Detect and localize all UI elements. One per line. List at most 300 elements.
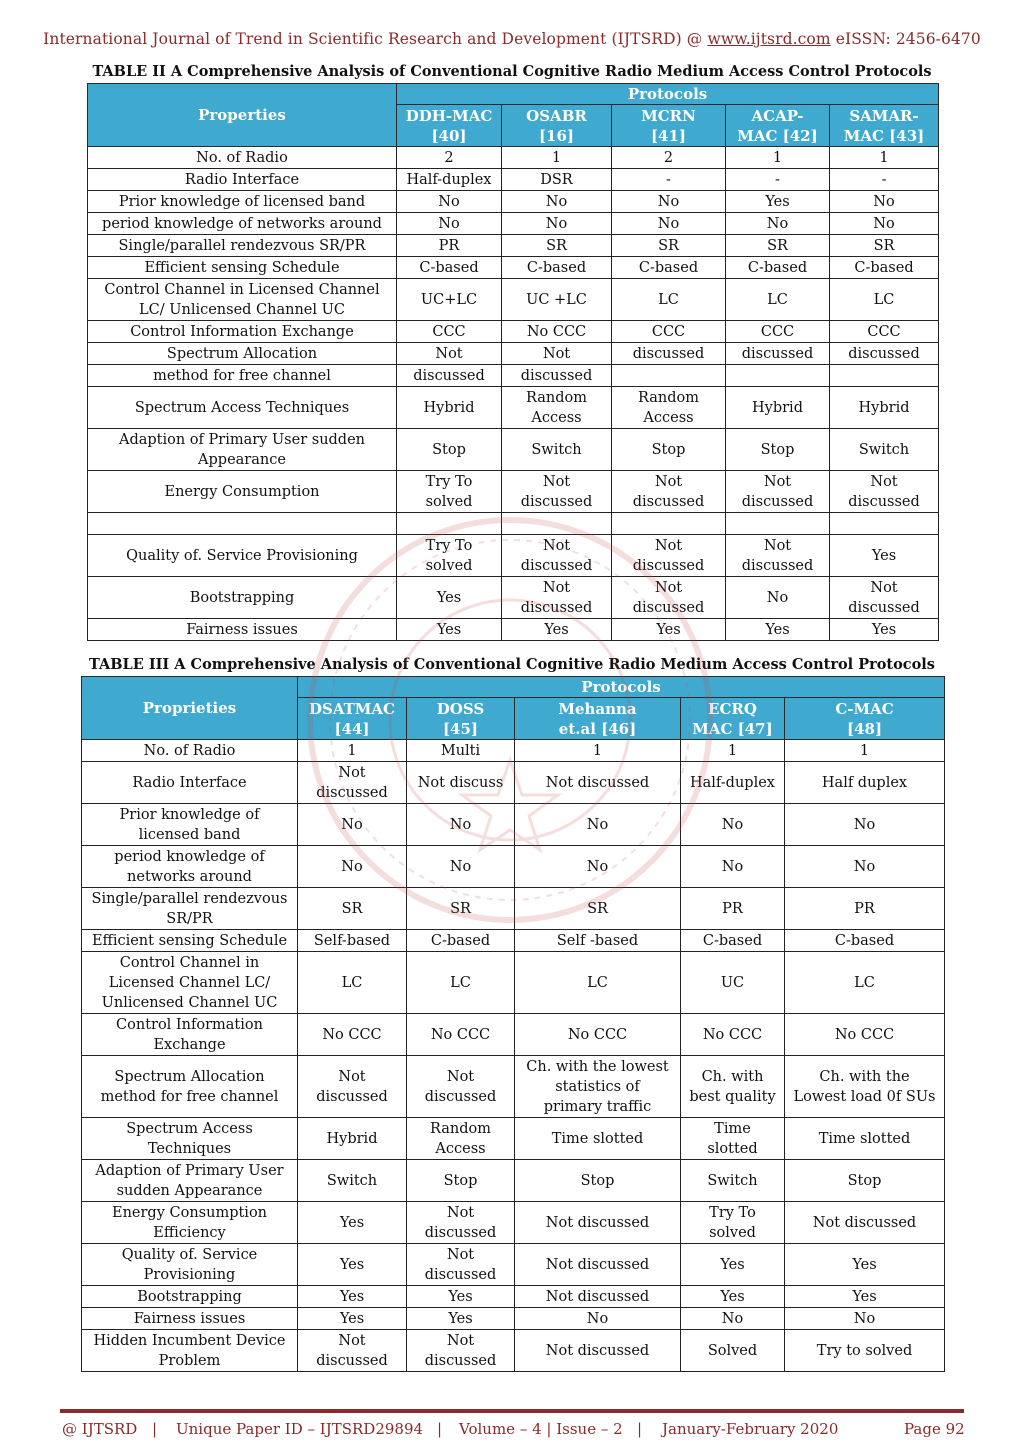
cell-text-line: Random	[526, 389, 587, 406]
cell-text-line: CCC	[432, 323, 466, 340]
cell-text-line: 2	[444, 149, 454, 166]
cell-text-line: No. of Radio	[143, 742, 236, 759]
cell-text-line: MAC [43]	[843, 126, 925, 145]
property-cell	[88, 321, 397, 343]
property-cell	[88, 191, 397, 213]
property-cell	[82, 846, 298, 888]
cell-text-line: discussed	[413, 367, 485, 384]
property-cell	[82, 1160, 298, 1202]
cell-text-line: Hybrid	[752, 399, 803, 416]
cell-text-line: discussed	[848, 599, 920, 616]
cell-text-line: No	[657, 193, 680, 210]
cell-text-line: discussed	[741, 493, 814, 510]
value-cell	[681, 1244, 785, 1286]
cell-text-line: No	[586, 1310, 609, 1327]
page-footer	[60, 1420, 964, 1440]
cell-text-line: Single/parallel rendezvous	[91, 890, 288, 907]
cell-text-line: Not	[338, 1332, 366, 1349]
value-cell	[502, 235, 612, 257]
value-cell	[612, 235, 726, 257]
cell-text-line: No	[545, 193, 568, 210]
cell-text-line: Yes	[448, 1288, 473, 1305]
cell-text-line: SR	[450, 900, 471, 917]
protocol-column-header	[502, 105, 612, 147]
cell-text-line: discussed	[424, 1352, 497, 1369]
cell-text-line: Not	[870, 579, 898, 596]
cell-text-line: Stop	[432, 441, 466, 458]
cell-text-line: method for free channel	[153, 367, 331, 384]
cell-text-line: Not	[446, 1332, 475, 1349]
cell-text-line: No	[853, 858, 876, 875]
cell-text-line: discussed	[741, 557, 814, 574]
table-row	[82, 952, 945, 1014]
property-cell	[82, 1202, 298, 1244]
value-cell	[407, 888, 515, 930]
value-cell	[830, 257, 939, 279]
cell-text-line: primary traffic	[543, 1098, 652, 1115]
value-cell	[681, 762, 785, 804]
protocol-column-header	[830, 105, 939, 147]
property-cell	[88, 387, 397, 429]
value-cell	[502, 365, 612, 387]
property-cell	[88, 279, 397, 321]
value-cell	[726, 387, 830, 429]
cell-text-line: SR	[873, 237, 895, 254]
cell-text-line: 1	[772, 149, 783, 166]
cell-text-line: Ch. with the lowest	[526, 1058, 669, 1075]
cell-text-line: Solved	[707, 1342, 758, 1359]
table-row	[82, 740, 945, 762]
value-cell	[830, 513, 939, 535]
cell-text-line: discussed	[741, 345, 814, 362]
cell-text-line: Efficiency	[153, 1224, 226, 1241]
property-cell	[82, 1014, 298, 1056]
value-cell	[502, 147, 612, 169]
cell-text-line: Quality of. Service Provisioning	[126, 547, 358, 564]
value-cell	[726, 321, 830, 343]
value-cell	[726, 471, 830, 513]
value-cell	[397, 619, 502, 641]
cell-text-line: C-based	[747, 259, 808, 276]
cell-text-line: Not	[654, 579, 683, 596]
cell-text-line: Single/parallel rendezvous SR/PR	[118, 237, 366, 254]
cell-text-line: discussed	[424, 1224, 497, 1241]
value-cell	[785, 1118, 945, 1160]
footer-separator: |	[152, 1420, 158, 1438]
cell-text-line: DSR	[540, 171, 573, 188]
value-cell	[397, 387, 502, 429]
table-row	[88, 365, 939, 387]
value-cell	[502, 321, 612, 343]
cell-text-line: Stop	[760, 441, 795, 458]
value-cell	[612, 619, 726, 641]
cell-text-line: No CCC	[322, 1026, 382, 1043]
value-cell	[515, 1160, 681, 1202]
cell-text-line: Control Information Exchange	[130, 323, 354, 340]
value-cell	[298, 1202, 407, 1244]
cell-text-line: SR	[587, 900, 608, 917]
cell-text-line: C-based	[854, 259, 914, 276]
value-cell	[726, 257, 830, 279]
value-cell	[681, 740, 785, 762]
cell-text-line: Switch	[707, 1172, 758, 1189]
protocol-column-header	[397, 105, 502, 147]
cell-text-line: Not discussed	[545, 1288, 650, 1305]
value-cell	[726, 513, 830, 535]
cell-text-line: SR	[658, 237, 679, 254]
value-cell	[298, 740, 407, 762]
cell-text-line: UC	[720, 974, 745, 991]
footer-paper-id: Unique Paper ID – IJTSRD29894	[176, 1420, 424, 1438]
value-cell	[298, 952, 407, 1014]
cell-text-line: OSABR	[526, 106, 587, 125]
value-cell	[785, 1286, 945, 1308]
table-row	[82, 1308, 945, 1330]
value-cell	[515, 888, 681, 930]
cell-text-line: Not discussed	[812, 1214, 917, 1231]
cell-text-line: Not discussed	[545, 774, 650, 791]
value-cell	[502, 577, 612, 619]
table-row	[88, 387, 939, 429]
cell-text-line: No	[586, 816, 609, 833]
cell-text-line: CCC	[760, 323, 795, 340]
value-cell	[515, 762, 681, 804]
cell-text-line: CCC	[867, 323, 901, 340]
cell-text-line: Ch. with	[701, 1068, 764, 1085]
protocols-header: Protocols	[298, 677, 945, 698]
cell-text-line: best quality	[689, 1088, 776, 1105]
cell-text-line: Not	[542, 473, 571, 490]
cell-text-line: No	[873, 215, 895, 232]
cell-text-line: period knowledge of networks around	[102, 215, 382, 232]
cell-text-line: Self -based	[556, 932, 639, 949]
table-row	[82, 1286, 945, 1308]
cell-text-line: -	[666, 171, 671, 188]
cell-text-line: Not	[870, 473, 898, 490]
value-cell	[785, 930, 945, 952]
value-cell	[830, 429, 939, 471]
properties-header: Properties	[88, 84, 397, 147]
cell-text-line: Not	[542, 345, 571, 362]
value-cell	[612, 513, 726, 535]
property-cell	[88, 365, 397, 387]
cell-text-line: Spectrum Access Techniques	[134, 399, 350, 416]
cell-text-line: Not discussed	[545, 1342, 650, 1359]
table-row	[82, 1118, 945, 1160]
property-cell	[88, 535, 397, 577]
value-cell	[612, 429, 726, 471]
cell-text-line: -	[775, 171, 780, 188]
table3-caption: TABLE III A Comprehensive Analysis of Conventional Cognitive Radio Medium Access Control Protocols	[89, 656, 935, 673]
cell-text-line: LC	[873, 291, 895, 308]
cell-text-line: C-based	[526, 259, 587, 276]
value-cell	[515, 1056, 681, 1118]
cell-text-line: method for free channel	[100, 1088, 279, 1105]
cell-text-line: Yes	[852, 1288, 877, 1305]
value-cell	[785, 1202, 945, 1244]
cell-text-line: No	[766, 215, 789, 232]
value-cell	[407, 1160, 515, 1202]
table-row	[88, 577, 939, 619]
property-cell	[88, 429, 397, 471]
cell-text-line: 1	[347, 742, 357, 759]
cell-text-line: No	[449, 816, 472, 833]
table-row	[82, 846, 945, 888]
cell-text-line: Half-duplex	[406, 171, 492, 188]
cell-text-line: 1	[551, 149, 562, 166]
value-cell	[397, 365, 502, 387]
value-cell	[726, 619, 830, 641]
cell-text-line: Control Information	[116, 1016, 263, 1033]
cell-text-line: Quality of. Service	[121, 1246, 258, 1263]
property-cell	[88, 513, 397, 535]
value-cell	[298, 1330, 407, 1372]
cell-text-line: Random	[638, 389, 699, 406]
table2-caption: TABLE II A Comprehensive Analysis of Conventional Cognitive Radio Medium Access Control Protocols	[92, 63, 932, 80]
value-cell	[515, 1014, 681, 1056]
value-cell	[407, 1244, 515, 1286]
cell-text-line: Try To	[425, 473, 473, 490]
value-cell	[502, 513, 612, 535]
value-cell	[397, 235, 502, 257]
property-cell	[82, 740, 298, 762]
value-cell	[612, 535, 726, 577]
table-row	[88, 235, 939, 257]
value-cell	[726, 169, 830, 191]
cell-text-line: Provisioning	[143, 1266, 236, 1283]
cell-text-line: No	[853, 1310, 876, 1327]
value-cell	[785, 952, 945, 1014]
cell-text-line: solved	[425, 493, 473, 510]
value-cell	[681, 1160, 785, 1202]
value-cell	[612, 343, 726, 365]
cell-text-line: No	[438, 215, 460, 232]
cell-text-line: Radio Interface	[184, 171, 300, 188]
value-cell	[681, 952, 785, 1014]
value-cell	[397, 321, 502, 343]
cell-text-line: Half-duplex	[690, 774, 775, 791]
table-row	[82, 1014, 945, 1056]
property-cell	[82, 1286, 298, 1308]
cell-text-line: Hybrid	[858, 399, 910, 416]
value-cell	[298, 888, 407, 930]
cell-text-line: [41]	[650, 126, 687, 145]
cell-text-line: No CCC	[430, 1026, 491, 1043]
value-cell	[502, 213, 612, 235]
value-cell	[612, 471, 726, 513]
value-cell	[726, 429, 830, 471]
value-cell	[515, 1286, 681, 1308]
value-cell	[407, 1118, 515, 1160]
property-cell	[88, 343, 397, 365]
value-cell	[726, 577, 830, 619]
cell-text-line: No	[341, 816, 363, 833]
value-cell	[298, 846, 407, 888]
value-cell	[681, 804, 785, 846]
cell-text-line: discussed	[632, 493, 705, 510]
value-cell	[830, 535, 939, 577]
cell-text-line: 1	[592, 742, 603, 759]
cell-text-line: Yes	[339, 1288, 365, 1305]
cell-text-line: No CCC	[834, 1026, 895, 1043]
journal-link[interactable]: www.ijtsrd.com	[707, 30, 831, 48]
value-cell	[515, 1330, 681, 1372]
cell-text-line: LC	[341, 974, 363, 991]
cell-text-line: Yes	[871, 547, 897, 564]
table-row	[82, 888, 945, 930]
cell-text-line: Bootstrapping	[137, 1288, 242, 1305]
value-cell	[407, 762, 515, 804]
footer-separator: |	[637, 1420, 643, 1438]
cell-text-line: sudden Appearance	[116, 1182, 263, 1199]
cell-text-line: C-based	[702, 932, 763, 949]
value-cell	[515, 1308, 681, 1330]
value-cell	[298, 1244, 407, 1286]
value-cell	[830, 343, 939, 365]
value-cell	[726, 535, 830, 577]
value-cell	[830, 577, 939, 619]
cell-text-line: Yes	[852, 1256, 877, 1273]
cell-text-line: Try to solved	[816, 1342, 913, 1359]
property-cell	[82, 804, 298, 846]
cell-text-line: Switch	[326, 1172, 378, 1189]
cell-text-line: Not	[654, 537, 683, 554]
value-cell	[612, 321, 726, 343]
cell-text-line: Half duplex	[821, 774, 908, 791]
cell-text-line: SR	[546, 237, 567, 254]
cell-text-line: Stop	[847, 1172, 882, 1189]
cell-text-line: No	[721, 858, 744, 875]
cell-text-line: Hidden Incumbent Device	[93, 1332, 286, 1349]
cell-text-line: period knowledge of	[114, 848, 265, 865]
cell-text-line: [40]	[431, 126, 467, 145]
cell-text-line: Efficient sensing Schedule	[144, 259, 340, 276]
cell-text-line: LC	[587, 974, 608, 991]
cell-text-line: Yes	[720, 1256, 745, 1273]
table-row	[88, 213, 939, 235]
value-cell	[612, 577, 726, 619]
table-row	[88, 169, 939, 191]
cell-text-line: No	[721, 816, 744, 833]
cell-text-line: networks around	[127, 868, 252, 885]
cell-text-line: Not	[542, 537, 571, 554]
cell-text-line: Time slotted	[818, 1130, 911, 1147]
value-cell	[830, 279, 939, 321]
cell-text-line: Mehanna	[558, 699, 637, 718]
cell-text-line: slotted	[707, 1140, 758, 1157]
cell-text-line: ACAP-	[751, 106, 804, 125]
cell-text-line: discussed	[424, 1266, 497, 1283]
value-cell	[612, 213, 726, 235]
cell-text-line: statistics of	[555, 1078, 640, 1095]
value-cell	[298, 1056, 407, 1118]
cell-text-line: No	[449, 858, 472, 875]
value-cell	[407, 1330, 515, 1372]
cell-text-line: Techniques	[147, 1140, 232, 1157]
table-row	[82, 1330, 945, 1372]
value-cell	[407, 1014, 515, 1056]
cell-text-line: LC	[450, 974, 471, 991]
value-cell	[726, 365, 830, 387]
protocols-header: Protocols	[397, 84, 939, 105]
value-cell	[612, 191, 726, 213]
journal-issn: eISSN: 2456-6470	[830, 30, 981, 48]
table-row	[88, 343, 939, 365]
cell-text-line: discussed	[316, 784, 388, 801]
cell-text-line: Time slotted	[551, 1130, 644, 1147]
journal-header	[0, 30, 1024, 48]
cell-text-line: Unlicensed Channel UC	[101, 994, 278, 1011]
cell-text-line: No	[545, 215, 568, 232]
value-cell	[830, 235, 939, 257]
cell-text-line: Try To	[425, 537, 473, 554]
cell-text-line: discussed	[632, 345, 705, 362]
value-cell	[397, 429, 502, 471]
cell-text-line: MAC [42]	[737, 126, 818, 145]
cell-text-line: Yes	[871, 621, 897, 638]
cell-text-line: Control Channel in	[119, 954, 260, 971]
cell-text-line: LC/ Unlicensed Channel UC	[139, 301, 345, 318]
table-row	[88, 619, 939, 641]
value-cell	[515, 804, 681, 846]
cell-text-line: Control Channel in Licensed Channel	[104, 281, 380, 298]
cell-text-line: discussed	[520, 599, 593, 616]
cell-text-line: C-based	[430, 932, 491, 949]
cell-text-line: Switch	[858, 441, 910, 458]
value-cell	[502, 429, 612, 471]
value-cell	[407, 1202, 515, 1244]
cell-text-line: C-based	[638, 259, 699, 276]
property-cell	[88, 471, 397, 513]
table-row	[82, 1056, 945, 1118]
value-cell	[726, 235, 830, 257]
footer-separator: |	[437, 1420, 443, 1438]
value-cell	[612, 387, 726, 429]
value-cell	[407, 804, 515, 846]
value-cell	[612, 279, 726, 321]
cell-text-line: Not	[542, 579, 571, 596]
footer-volume: Volume – 4 | Issue – 2	[459, 1420, 623, 1438]
cell-text-line: PR	[722, 900, 743, 917]
value-cell	[726, 147, 830, 169]
value-cell	[515, 1118, 681, 1160]
cell-text-line: Not	[338, 764, 366, 781]
table-row	[88, 191, 939, 213]
cell-text-line: discussed	[632, 599, 705, 616]
cell-text-line: Exchange	[153, 1036, 226, 1053]
property-cell	[82, 930, 298, 952]
cell-text-line: UC+LC	[420, 291, 478, 308]
table-row	[82, 762, 945, 804]
cell-text-line: Access	[435, 1140, 486, 1157]
cell-text-line: discussed	[848, 345, 920, 362]
cell-text-line: Yes	[436, 621, 462, 638]
cell-text-line: Licensed Channel LC/	[108, 974, 271, 991]
value-cell	[681, 1286, 785, 1308]
value-cell	[407, 1308, 515, 1330]
table-row	[88, 279, 939, 321]
value-cell	[298, 762, 407, 804]
table-row	[88, 321, 939, 343]
cell-text-line: Spectrum Access	[126, 1120, 253, 1137]
value-cell	[785, 846, 945, 888]
value-cell	[785, 762, 945, 804]
property-cell	[82, 1308, 298, 1330]
value-cell	[407, 740, 515, 762]
cell-text-line: Fairness issues	[186, 621, 298, 638]
value-cell	[830, 191, 939, 213]
property-cell	[82, 762, 298, 804]
